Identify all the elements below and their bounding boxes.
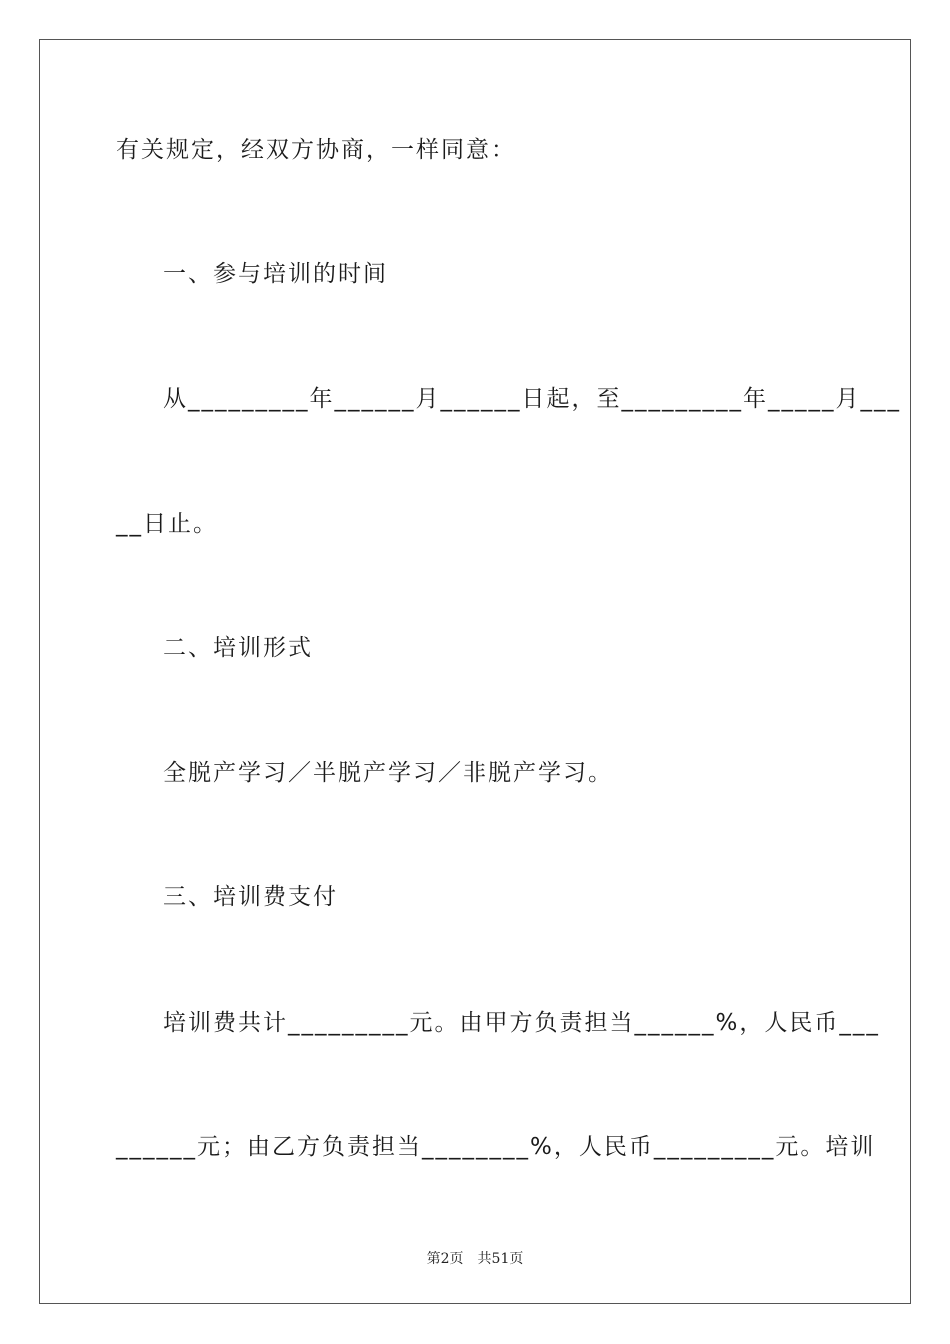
text-line-intro: 有关规定，经双方协商，一样同意： [116,137,516,163]
section-heading-fee-payment: 三、培训费支付 [163,884,338,910]
text-line-training-options: 全脱产学习／半脱产学习／非脱产学习。 [163,760,613,786]
section-heading-training-time: 一、参与培训的时间 [163,261,388,287]
text-line-fee-total: 培训费共计_________元。由甲方负责担当______%，人民币___ [163,1010,880,1036]
text-line-fee-split: ______元；由乙方负责担当________%，人民币_________元。培训 [116,1134,876,1160]
page-number-footer: 第2页 共51页 [426,1251,524,1267]
section-heading-training-form: 二、培训形式 [163,635,313,661]
text-line-date-range: 从_________年______月______日起，至_________年_____月___ [163,386,901,412]
page-frame [39,39,911,1304]
text-line-date-end: __日止。 [116,511,218,537]
